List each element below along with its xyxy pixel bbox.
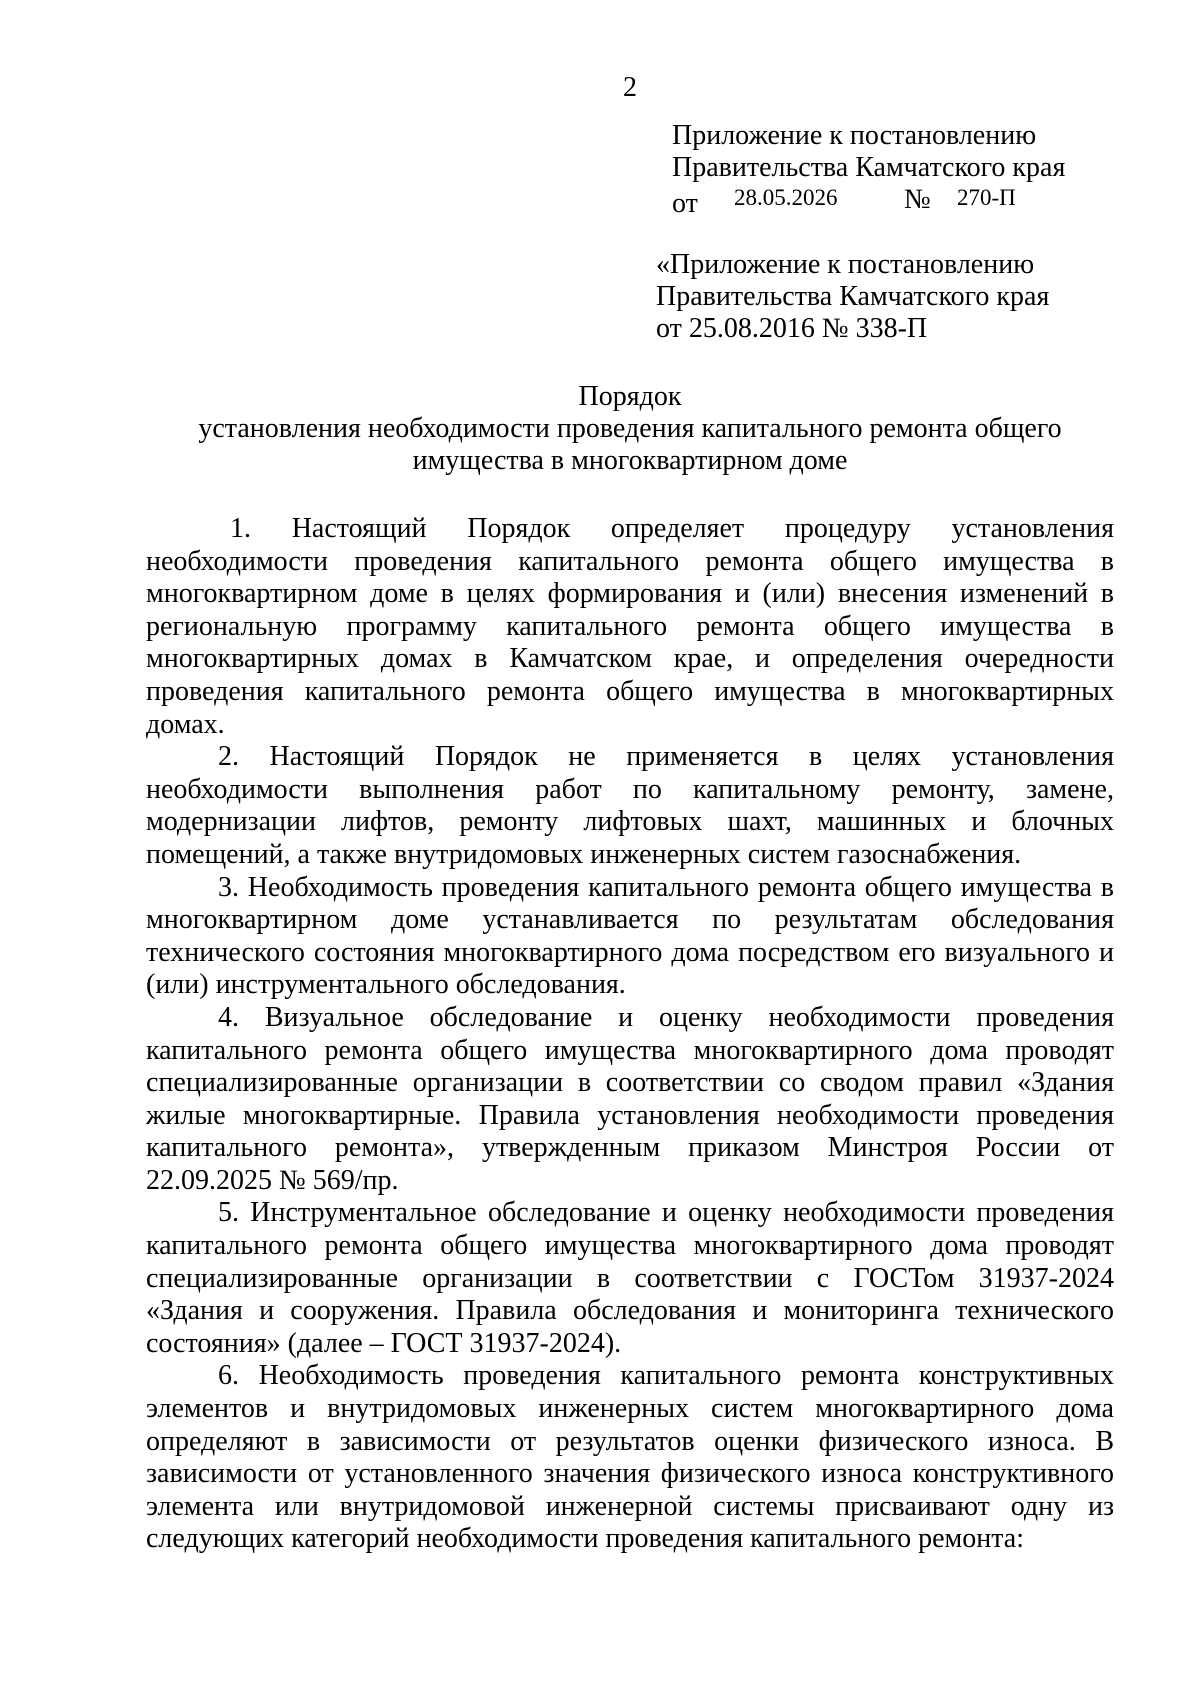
- approval-line-2: Правительства Камчатского края: [672, 152, 1066, 183]
- paragraph-2: 2. Настоящий Порядок не применяется в целях установления необходимости выполнения работ по капитальному ремонту, замене, модернизации лифтов, ремонту лифтовых шахт, машинных и блочных помещений, а также внутридомовых инженерных систем газоснабжения.: [146, 741, 1114, 870]
- title-line-1: Порядок: [578, 381, 682, 412]
- approval-block: [672, 120, 1066, 219]
- approval-line-1: Приложение к постановлению: [672, 120, 1037, 151]
- approval-number: 270-П: [957, 185, 1016, 210]
- paragraph-1: 1. Настоящий Порядок определяет процедуру установления необходимости проведения капитального ремонта общего имущества в многоквартирном доме в целях формирования и (или) внесения изменений в региональную программу капитального ремонта общего имущества в многоквартирных домах в Камчатском крае, и определения очередности проведения капитального ремонта общего имущества в многоквартирных домах.: [146, 513, 1114, 740]
- approval-number-sign: №: [904, 184, 931, 215]
- prior-approval-line-2: Правительства Камчатского края: [656, 281, 1050, 312]
- paragraph-5: 5. Инструментальное обследование и оценку необходимости проведения капитального ремонта общего имущества многоквартирного дома проводят специализированные организации в соответствии с ГОСТом 31937-2024 «Здания и сооружения. Правила обследования и мониторинга технического состояния» (далее – ГОСТ 31937-2024).: [146, 1197, 1114, 1359]
- prior-approval-line-3: от 25.08.2016 № 338-П: [656, 313, 928, 344]
- approval-from-label: от: [672, 188, 698, 219]
- document-title: [146, 381, 1114, 477]
- paragraph-4: 4. Визуальное обследование и оценку необходимости проведения капитального ремонта общего имущества многоквартирного дома проводят специализированные организации в соответствии со сводом правил «Здания жилые многоквартирные. Правила установления необходимости проведения капитального ремонта», утвержденным приказом Минстроя России от 22.09.2025 № 569/пр.: [146, 1001, 1114, 1196]
- approval-date: 28.05.2026: [734, 185, 838, 210]
- title-line-2: установления необходимости проведения капитального ремонта общего: [198, 413, 1062, 444]
- prior-approval-block: [656, 249, 1049, 345]
- paragraph-6: 6. Необходимость проведения капитального ремонта конструктивных элементов и внутридомовых инженерных систем многоквартирного дома определяют в зависимости от результатов оценки физического износа. В зависимости от установленного значения физического износа конструктивного элемента или внутридомовой инженерной системы присваивают одну из следующих категорий необходимости проведения капитального ремонта:: [146, 1360, 1114, 1555]
- prior-approval-line-1: «Приложение к постановлению: [656, 249, 1035, 280]
- title-line-3: имущества в многоквартирном доме: [412, 445, 848, 476]
- page-number: 2: [623, 72, 637, 103]
- approval-registration: [672, 184, 1065, 219]
- paragraph-3: 3. Необходимость проведения капитального ремонта общего имущества в многоквартирном доме устанавливается по результатам обследования технического состояния многоквартирного дома посредством его визуального и (или) инструментального обследования.: [146, 871, 1114, 1001]
- document-body: [146, 513, 1114, 1556]
